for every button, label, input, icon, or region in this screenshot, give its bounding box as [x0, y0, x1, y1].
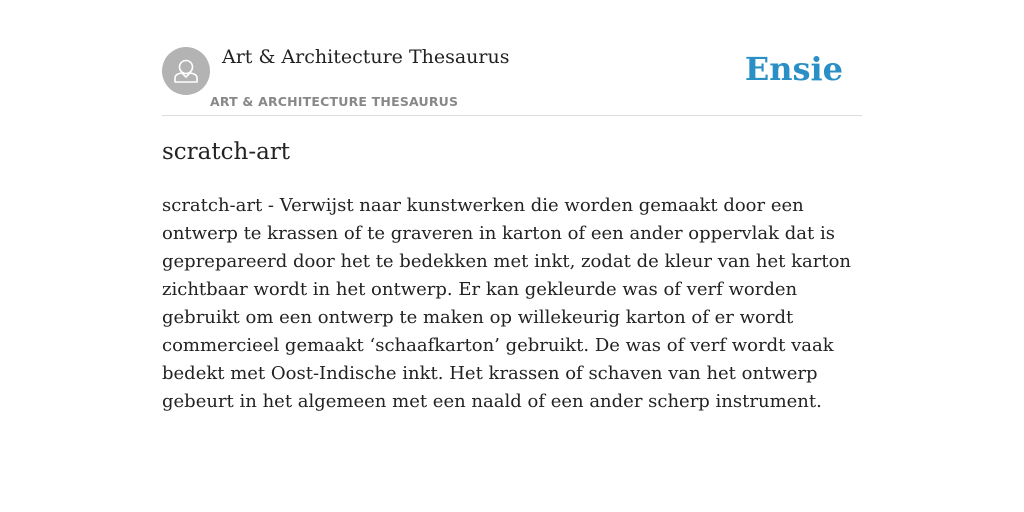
source-title-link[interactable]: Art & Architecture Thesaurus: [222, 46, 510, 68]
entry-term-title: scratch-art: [162, 139, 291, 165]
entry-definition: scratch-art - Verwijst naar kunstwerken die worden gemaakt door een ontwerp te krassen of te graveren in karton of een ander oppervlak dat is geprepareerd door het te bedekken met inkt, zodat de kleur van het karton zichtbaar wordt in het ontwerp. Er kan gekleurde was of verf worden gebruikt om een ontwerp te maken op willekeurig karton of er wordt commercieel gemaakt ‘schaafkarton’ gebruikt. De was of verf wordt vaak bedekt met Oost-Indische inkt. Het krassen of schaven van het ontwerp gebeurt in het algemeen met een naald of een ander scherp instrument.: [162, 195, 852, 412]
source-avatar[interactable]: [162, 47, 210, 95]
ensie-logo-link[interactable]: Ensie: [744, 50, 843, 88]
source-subtitle: ART & ARCHITECTURE THESAURUS: [210, 94, 459, 109]
page-container: [162, 0, 862, 412]
user-icon: [162, 47, 210, 95]
source-header: [162, 0, 862, 116]
